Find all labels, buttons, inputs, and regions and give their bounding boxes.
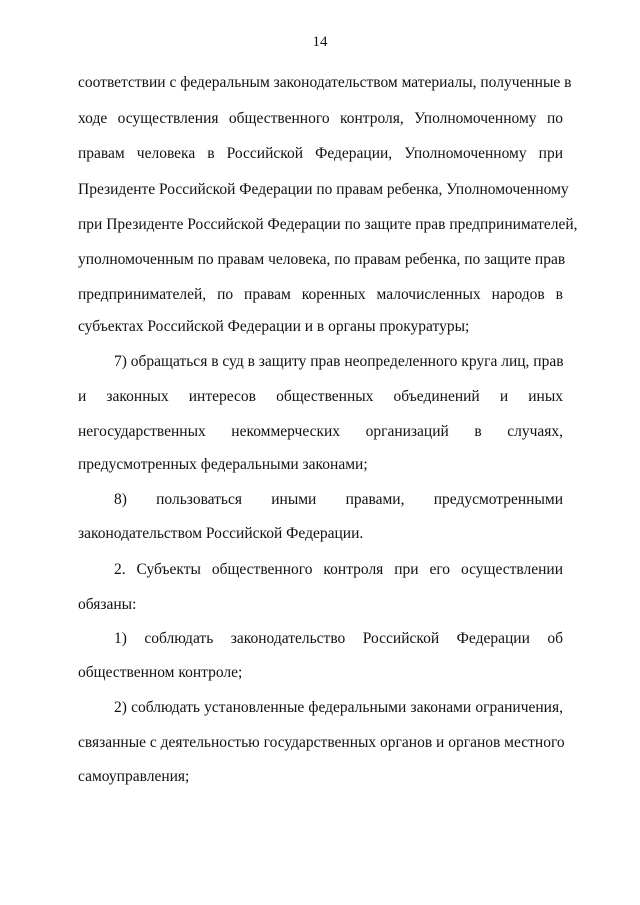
text-line: связанные с деятельностью государственных органов и органов местного bbox=[78, 734, 565, 751]
text-line: и законных интересов общественных объединений и иных bbox=[78, 388, 563, 405]
text-line: 7) обращаться в суд в защиту прав неопределенного круга лиц, прав bbox=[114, 353, 564, 370]
text-line: ходе осуществления общественного контроля, Уполномоченному по bbox=[78, 110, 563, 127]
text-line: правам человека в Российской Федерации, Уполномоченному при bbox=[78, 145, 563, 162]
text-line: соответствии с федеральным законодательством материалы, полученные в bbox=[78, 74, 572, 91]
text-line: обязаны: bbox=[78, 596, 137, 613]
text-line: общественном контроле; bbox=[78, 664, 243, 681]
text-line: предпринимателей, по правам коренных малочисленных народов в bbox=[78, 286, 563, 303]
text-line: 1) соблюдать законодательство Российской Федерации об bbox=[114, 630, 563, 647]
page-number: 14 bbox=[312, 34, 328, 50]
text-line: Президенте Российской Федерации по правам ребенка, Уполномоченному bbox=[78, 181, 569, 198]
text-line: уполномоченным по правам человека, по правам ребенка, по защите прав bbox=[78, 251, 566, 268]
text-line: негосударственных некоммерческих организаций в случаях, bbox=[78, 423, 563, 440]
text-line: 8) пользоваться иными правами, предусмотренными bbox=[114, 491, 563, 508]
text-line: самоуправления; bbox=[78, 768, 190, 785]
text-line: законодательством Российской Федерации. bbox=[78, 525, 364, 542]
text-line: предусмотренных федеральными законами; bbox=[78, 456, 368, 473]
text-line: 2) соблюдать установленные федеральными законами ограничения, bbox=[114, 699, 563, 716]
text-line: субъектах Российской Федерации и в органы прокуратуры; bbox=[78, 318, 470, 335]
text-line: при Президенте Российской Федерации по защите прав предпринимателей, bbox=[78, 216, 578, 233]
text-line: 2. Субъекты общественного контроля при его осуществлении bbox=[114, 561, 563, 578]
